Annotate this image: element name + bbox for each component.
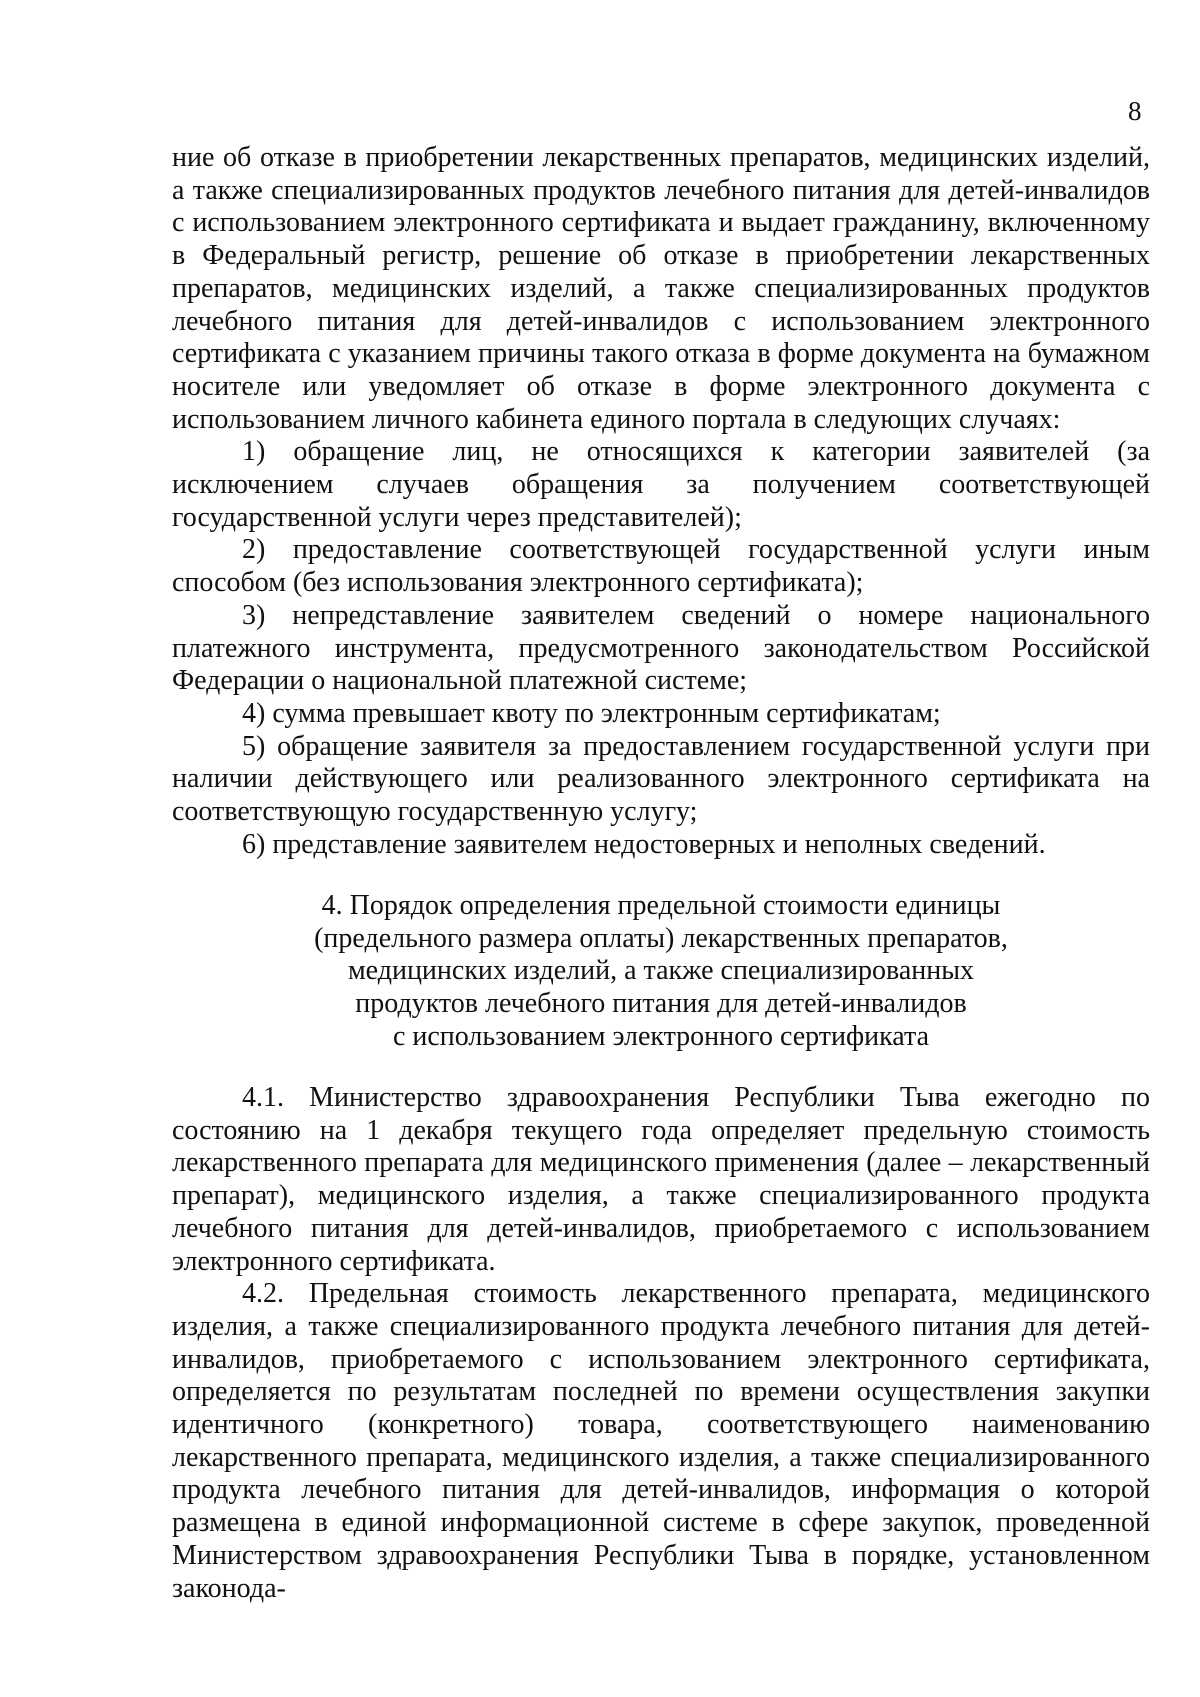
section-heading — [172, 890, 1150, 1054]
heading-line: с использованием электронного сертификата — [392, 1020, 930, 1052]
list-item-5: 5) обращение заявителя за предоставлением государственной услуги при наличии действующего или реализованного электронного сертификата на соответствующую государственную услугу; — [172, 730, 1150, 828]
price-section — [172, 1082, 1150, 1605]
heading-line: (предельного размера оплаты) лекарственных препаратов, — [314, 922, 1008, 954]
list-item-4: 4) сумма превышает квоту по электронным сертификатам; — [242, 697, 941, 729]
heading-line: продуктов лечебного питания для детей-инвалидов — [355, 988, 967, 1020]
heading-line: медицинских изделий, а также специализированных — [347, 955, 975, 987]
page-number: 8 — [1128, 96, 1142, 126]
paragraph-refusal-intro: ние об отказе в приобретении лекарственных препаратов, медицинских изделий, а также специализированных продуктов лечебного питания для детей-инвалидов с использованием электронного сертификата и выдает гражданину, включенному в Федеральный регистр, решение об отказе в приобретении лекарственных препаратов, медицинских изделий, а также специализированных продуктов лечебного питания для детей-инвалидов с использованием электронного сертификата с указанием причины такого отказа в форме документа на бумажном носителе или уведомляет об отказе в форме электронного документа с использованием личного кабинета единого портала в следующих случаях: — [172, 142, 1150, 435]
list-item-2: 2) предоставление соответствующей государственной услуги иным способом (без использования электронного сертификата); — [172, 534, 1150, 599]
heading-line: 4. Порядок определения предельной стоимости единицы — [321, 890, 1001, 921]
list-item-3: 3) непредставление заявителем сведений о номере национального платежного инструмента, предусмотренного законодательством Российской Федерации о национальной платежной системе; — [172, 599, 1150, 697]
refusal-section — [172, 142, 1150, 861]
list-item-1: 1) обращение лиц, не относящихся к категории заявителей (за исключением случаев обращения за получением соответствующей государственной услуги через представителей); — [172, 436, 1150, 533]
paragraph-4-2: 4.2. Предельная стоимость лекарственного препарата, медицинского изделия, а также специализированного продукта лечебного питания для детей-инвалидов, приобретаемого с использованием электронного сертификата, определяется по результатам последней по времени осуществления закупки идентичного (конкретного) товара, соответствующего наименованию лекарственного препарата, медицинского изделия, а также специализированного продукта лечебного питания для детей-инвалидов, информация о которой размещена в единой информационной системе в сфере закупок, проведенной Министерством здравоохранения Республики Тыва в порядке, установленном законода- — [172, 1278, 1150, 1604]
paragraph-4-1: 4.1. Министерство здравоохранения Республики Тыва ежегодно по состоянию на 1 декабря текущего года определяет предельную стоимость лекарственного препарата для медицинского применения (далее – лекарственный препарат), медицинского изделия, а также специализированного продукта лечебного питания для детей-инвалидов, приобретаемого с использованием электронного сертификата. — [172, 1082, 1150, 1277]
list-item-6: 6) представление заявителем недостоверных и неполных сведений. — [242, 828, 1046, 860]
